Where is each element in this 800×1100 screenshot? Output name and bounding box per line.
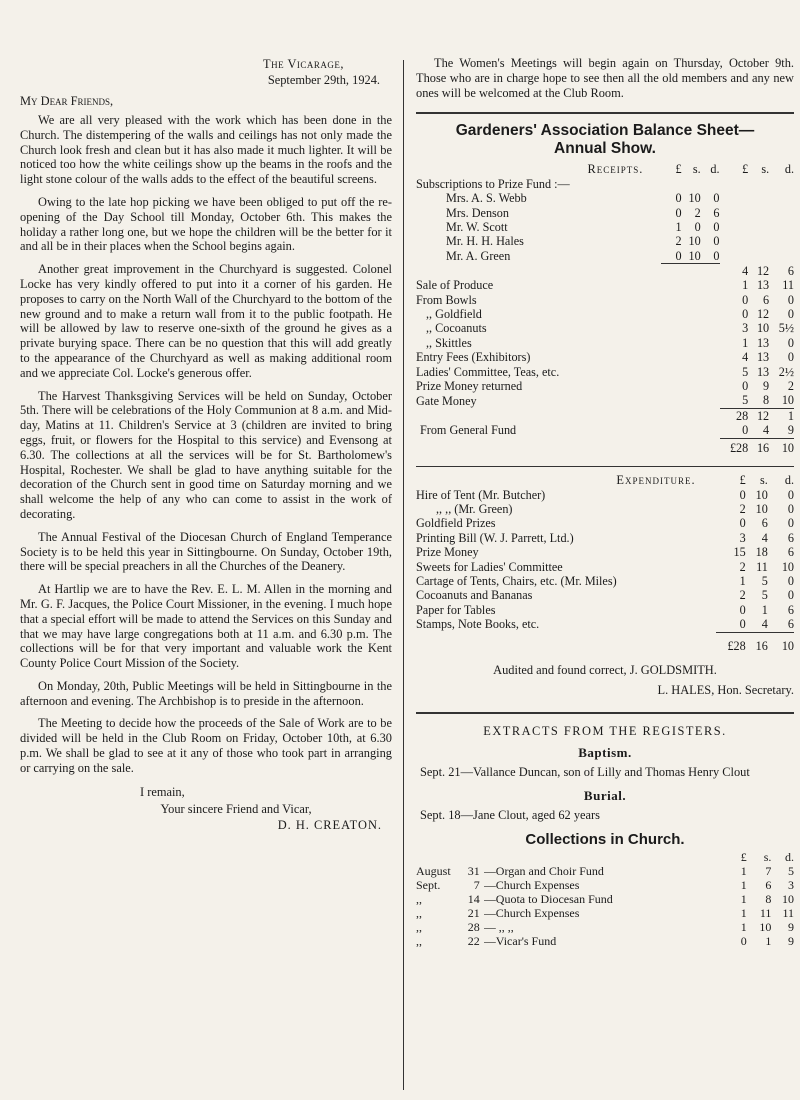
amount-pence: 10 [781, 393, 794, 408]
expenditure-row [416, 603, 794, 617]
amount-pence: 0 [787, 306, 794, 321]
subscriber-name: Mr. W. Scott [446, 220, 508, 235]
col-pence: d. [784, 473, 794, 488]
collection-day: 14 [467, 891, 480, 906]
amount-shillings: 10 [688, 191, 701, 206]
amount-shillings: 16 [746, 632, 768, 654]
amount-pounds: 28 [720, 408, 749, 423]
receipt-label: Sale of Produce [416, 278, 494, 293]
collection-purpose: — ,, ,, [483, 919, 514, 934]
amount-pence: 2½ [778, 364, 794, 379]
amount-shillings: 5 [761, 588, 768, 603]
amount-pence: 9 [787, 423, 794, 438]
amount-pounds: 5 [742, 393, 749, 408]
amount-pence: 10 [768, 632, 794, 654]
amount-shillings: 10 [756, 321, 770, 336]
amount-pounds: 1 [675, 220, 682, 235]
burial-heading: Burial. [583, 787, 627, 803]
col-pence: d. [785, 849, 794, 864]
collection-purpose: —Quota to Diocesan Fund [483, 891, 613, 906]
receipt-label: Entry Fees (Exhibitors) [416, 350, 531, 365]
address-line: The Vicarage, [263, 57, 344, 71]
receipt-row [416, 278, 794, 292]
expenditure-row [416, 531, 794, 545]
amount-pounds: £28 [716, 632, 746, 654]
amount-pence: 6 [787, 530, 794, 545]
receipt-label: From Bowls [416, 292, 477, 307]
letter-paragraph: At Hartlip we are to have the Rev. E. L. M. Allen in the morning and Mr. G. F. Jacques, the Police Court Missioner, in the evening. I much hope that a special effort will be made to attend the Services on this Sunday and that we may have large congregations both at 11 a.m. and 6.30 p.m. The collections will be for that very important and valuable work the Kent County Police Court Mission of the Society. [20, 582, 392, 671]
amount-shillings: 16 [748, 438, 769, 458]
amount-pounds: 0 [742, 292, 749, 307]
collection-purpose: —Organ and Choir Fund [483, 863, 604, 878]
amount-pounds: 1 [740, 891, 747, 906]
subscription-row [416, 234, 794, 248]
amount-pounds: 0 [675, 191, 682, 206]
amount-pence: 0 [787, 292, 794, 307]
amount-shillings: 7 [765, 863, 772, 878]
receipt-label: ,, Skittles [426, 335, 472, 350]
general-fund-label: From General Fund [420, 423, 517, 438]
amount-pence: 6 [787, 602, 794, 617]
receipt-label: Prize Money returned [416, 378, 523, 393]
amount-shillings: 2 [694, 205, 701, 220]
collection-day: 31 [467, 863, 480, 878]
amount-pounds: 0 [675, 205, 682, 220]
amount-pence: 0 [787, 573, 794, 588]
letter-paragraph: We are all very pleased with the work which has been done in the Church. The distempering of the walls and ceilings has not only made the Church look fresh and clean but it has also made it much lighter. It will be noticed too how the white ceilings show up the beams in the roofs and the light stone colour of the walls adds to the effect of the beautiful screens. [20, 113, 392, 187]
closing-remain: I remain, [140, 784, 185, 799]
amount-pence: 6 [713, 205, 720, 220]
expenditure-label: Paper for Tables [416, 602, 496, 617]
amount-pence: 2 [787, 378, 794, 393]
expenditure-table [416, 473, 794, 654]
collection-row [416, 934, 794, 948]
receipt-row [416, 307, 794, 321]
amount-pounds: 0 [739, 516, 746, 531]
amount-pounds: 0 [739, 487, 746, 502]
amount-shillings: 4 [763, 423, 770, 438]
receipts-total-row [416, 438, 794, 458]
amount-shillings: 6 [765, 877, 772, 892]
amount-shillings: 8 [763, 393, 770, 408]
receipt-label: Ladies' Committee, Teas, etc. [416, 364, 560, 379]
amount-pence: 0 [787, 487, 794, 502]
receipt-row [416, 293, 794, 307]
receipt-label: Gate Money [416, 393, 477, 408]
amount-pounds: 0 [742, 378, 749, 393]
amount-pence: 6 [787, 545, 794, 560]
col-shillings: s. [760, 473, 768, 488]
amount-shillings: 4 [761, 530, 768, 545]
col-pence: d. [710, 162, 720, 177]
amount-shillings: 0 [694, 220, 701, 235]
expenditure-row [416, 574, 794, 588]
expenditure-total-row [416, 632, 794, 654]
subscriptions-label-row [416, 177, 794, 191]
amount-pounds: 2 [739, 588, 746, 603]
collections-table [416, 850, 794, 948]
amount-pence: 1 [769, 408, 794, 423]
collection-row [416, 892, 794, 906]
collection-purpose: —Church Expenses [483, 877, 580, 892]
baptism-heading: Baptism. [578, 745, 632, 761]
balance-sheet-title [416, 122, 794, 158]
amount-pence: 9 [788, 933, 794, 948]
subscriptions-total-row [416, 264, 794, 278]
receipt-row [416, 321, 794, 335]
right-column [416, 56, 794, 948]
amount-shillings: 6 [761, 516, 768, 531]
amount-pence: 0 [713, 220, 720, 235]
amount-pounds: 5 [742, 364, 749, 379]
letter-paragraph: The Annual Festival of the Diocesan Church of England Temperance Society is to be held this year in Sittingbourne. On Sunday, October 19th, there will be special preachers in all the Churches of the Deanery. [20, 529, 392, 574]
amount-pounds: 1 [740, 877, 747, 892]
collection-day: 21 [467, 905, 480, 920]
amount-pounds: 1 [740, 863, 747, 878]
subscription-row [416, 191, 794, 205]
amount-pence: 0 [787, 350, 794, 365]
expenditure-heading: Expenditure. [616, 473, 696, 488]
letter-closing [20, 784, 392, 818]
amount-pounds: 1 [742, 335, 749, 350]
receipt-label: ,, Cocoanuts [426, 321, 487, 336]
expenditure-row [416, 516, 794, 530]
section-divider [416, 112, 794, 114]
general-fund-row [416, 423, 794, 438]
expenditure-label: Printing Bill (W. J. Parrett, Ltd.) [416, 530, 574, 545]
col-pounds: £ [742, 162, 749, 177]
amount-shillings: 18 [755, 545, 768, 560]
amount-pounds: 2 [675, 234, 682, 249]
letter-paragraph: Another great improvement in the Churchyard is suggested. Colonel Locke has very kindly offered to put into it a corner of his garden. He proposes to carry on the North Wall of the Churchyard to the bottom of the new ground and to make a return wall from it to the public footpath. He will be allowed by law to reserve one-sixth of the ground he gives as a private burying space. There can be no question that this will add greatly to the appearance of the Churchyard as well as making additional room and we appreciate Col. Locke's generous offer. [20, 262, 392, 380]
amount-shillings: 8 [765, 891, 772, 906]
expenditure-label: Cocoanuts and Bananas [416, 588, 533, 603]
amount-shillings: 11 [759, 905, 772, 920]
letter-address [20, 56, 380, 88]
col-pence: d. [784, 162, 794, 177]
col-shillings: s. [692, 162, 701, 177]
amount-pence: 0 [701, 249, 720, 264]
letter-signature: D. H. CREATON. [277, 817, 382, 832]
expenditure-row [416, 588, 794, 602]
amount-pence: 5 [788, 863, 794, 878]
burial-entry: Sept. 18—Jane Clout, aged 62 years [420, 807, 600, 822]
receipt-row [416, 393, 794, 408]
amount-shillings: 13 [756, 350, 770, 365]
amount-shillings: 10 [759, 919, 772, 934]
col-pounds: £ [739, 473, 746, 488]
expenditure-label: Hire of Tent (Mr. Butcher) [416, 487, 546, 502]
collection-row [416, 906, 794, 920]
amount-shillings: 10 [682, 249, 701, 264]
amount-shillings: 10 [755, 487, 768, 502]
col-pounds: £ [740, 849, 747, 864]
balance-title-line2: Annual Show. [554, 140, 656, 158]
collection-month: Sept. [416, 877, 441, 892]
letter-paragraph: Owing to the late hop picking we have been obliged to put off the re-opening of the Day School till Monday, October 6th. This makes the holiday a rather long one, but we hope the children will be the better for it and all be in their places when the School begins again. [20, 194, 392, 254]
amount-shillings: 12 [748, 408, 769, 423]
amount-pounds: 0 [661, 249, 681, 264]
expenditure-label: ,, ,, (Mr. Green) [436, 501, 513, 516]
amount-shillings: 10 [688, 234, 701, 249]
amount-pounds: 3 [742, 321, 749, 336]
subscriptions-label: Subscriptions to Prize Fund :— [416, 176, 570, 191]
amount-pence: 0 [787, 335, 794, 350]
amount-pence: 10 [782, 891, 794, 906]
womens-meetings-notice: The Women's Meetings will begin again on Thursday, October 9th. Those who are in charge hope to see then all the old members and any new ones will be welcomed at the Club Room. [416, 56, 794, 100]
receipt-row [416, 365, 794, 379]
expenditure-label: Stamps, Note Books, etc. [416, 617, 540, 632]
expenditure-label: Sweets for Ladies' Committee [416, 559, 563, 574]
amount-pounds: 1 [739, 573, 746, 588]
collections-header-row [416, 850, 794, 864]
amount-pounds: 0 [739, 602, 746, 617]
letter-paragraph: The Meeting to decide how the proceeds of the Sale of Work are to be divided will be held in the Club Room on Friday, October 10th, at 6.30 p.m. We shall be glad to see at it any of those who took part in arranging or carrying on the sale. [20, 716, 392, 775]
subscriber-name: Mrs. A. S. Webb [446, 191, 527, 206]
column-divider [403, 60, 404, 1090]
baptism-entry: Sept. 21—Vallance Duncan, son of Lilly and Thomas Henry Clout [420, 765, 750, 780]
audit-note: Audited and found correct, J. GOLDSMITH. [493, 663, 717, 678]
amount-pounds: 3 [739, 530, 746, 545]
expenditure-label: Prize Money [416, 545, 479, 560]
amount-shillings: 13 [756, 278, 770, 293]
amount-pounds: 0 [742, 306, 749, 321]
collection-day: 7 [473, 877, 480, 892]
amount-pounds: 2 [739, 501, 746, 516]
amount-pounds: 1 [742, 278, 749, 293]
collection-purpose: —Vicar's Fund [483, 933, 557, 948]
amount-pence: 6 [787, 263, 794, 278]
col-shillings: s. [761, 162, 770, 177]
balance-title-line1: Gardeners' Association Balance Sheet— [455, 122, 755, 140]
amount-pence: 10 [781, 559, 794, 574]
amount-shillings: 6 [763, 292, 770, 307]
amount-pence: 0 [713, 191, 720, 206]
amount-pounds: 4 [742, 350, 749, 365]
expenditure-row [416, 617, 794, 632]
expenditure-row [416, 488, 794, 502]
receipt-row [416, 350, 794, 364]
amount-pounds: 1 [740, 905, 747, 920]
subscription-row [416, 206, 794, 220]
amount-pounds: 15 [733, 545, 746, 560]
amount-shillings: 1 [765, 933, 772, 948]
amount-pence: 11 [782, 278, 794, 293]
receipts-heading: Receipts. [587, 162, 644, 177]
col-shillings: s. [763, 849, 772, 864]
amount-shillings: 12 [756, 306, 770, 321]
collection-month: August [416, 863, 451, 878]
expenditure-label: Cartage of Tents, Chairs, etc. (Mr. Miles) [416, 573, 617, 588]
subscriber-name: Mr. H. H. Hales [446, 234, 524, 249]
section-divider [416, 466, 794, 467]
subscription-row [416, 220, 794, 234]
amount-shillings: 1 [761, 602, 768, 617]
amount-shillings: 13 [756, 364, 770, 379]
expenditure-label: Goldfield Prizes [416, 516, 496, 531]
closing-friend: Your sincere Friend and Vicar, [160, 801, 312, 816]
amount-pence: 0 [713, 234, 720, 249]
collections-title: Collections in Church. [525, 830, 685, 848]
collection-row [416, 878, 794, 892]
collection-row [416, 864, 794, 878]
amount-pence: 11 [782, 905, 794, 920]
receipt-row [416, 379, 794, 393]
amount-shillings: 4 [761, 617, 768, 632]
amount-shillings: 5 [761, 573, 768, 588]
amount-pounds: 0 [740, 933, 747, 948]
registers-heading: EXTRACTS FROM THE REGISTERS. [483, 724, 727, 739]
collection-day: 22 [467, 933, 480, 948]
amount-pence: 5½ [778, 321, 794, 336]
amount-pounds: £28 [720, 438, 749, 458]
hon-secretary: L. HALES, Hon. Secretary. [657, 683, 794, 698]
letter-paragraph: The Harvest Thanksgiving Services will be held on Sunday, October 5th. There will be celebrations of the Holy Communion at 8 a.m. and Mid-day, Matins at 11. Children's Service at 3 (children are invited to bring eggs, fruit, or flowers for the Hospital to this service) and Evensong at 6.30. The collections at all the services will be for St. Bartholomew's Hospital, Rochester. We shall be glad to have anything suitable for the decoration of the Church sent in good time on Saturday morning and we shall welcome the help of any who can come to assist in the work of decorating. [20, 388, 392, 521]
receipts-subtotal-row [416, 408, 794, 423]
letter-date: September 29th, 1924. [267, 73, 380, 87]
amount-shillings: 9 [763, 378, 770, 393]
amount-pounds: 1 [740, 919, 747, 934]
amount-shillings: 10 [755, 501, 768, 516]
amount-pounds: 0 [739, 617, 746, 632]
amount-shillings: 12 [756, 263, 770, 278]
amount-shillings: 11 [756, 559, 768, 574]
collection-row [416, 920, 794, 934]
amount-pence: 3 [788, 877, 794, 892]
collection-month: ,, [416, 891, 422, 906]
expenditure-row [416, 502, 794, 516]
collection-day: 28 [467, 919, 480, 934]
receipts-table [416, 162, 794, 458]
section-divider [416, 712, 794, 714]
letter-paragraph: On Monday, 20th, Public Meetings will be held in Sittingbourne in the afternoon and evening. The Archbishop is to preside in the afternoon. [20, 678, 392, 708]
amount-pence: 0 [787, 588, 794, 603]
subscriber-name: Mr. A. Green [446, 249, 511, 264]
expenditure-row [416, 545, 794, 559]
collection-month: ,, [416, 919, 422, 934]
amount-pence: 9 [788, 919, 794, 934]
collection-month: ,, [416, 905, 422, 920]
subscriber-name: Mrs. Denson [446, 205, 509, 220]
expenditure-header-row [416, 473, 794, 487]
amount-pence: 10 [769, 438, 794, 458]
amount-pence: 0 [787, 516, 794, 531]
collection-month: ,, [416, 933, 422, 948]
collection-purpose: —Church Expenses [483, 905, 580, 920]
amount-shillings: 13 [756, 335, 770, 350]
receipt-row [416, 336, 794, 350]
receipt-label: ,, Goldfield [426, 306, 482, 321]
amount-pence: 6 [787, 617, 794, 632]
vicar-letter [20, 56, 392, 833]
receipts-header-row [416, 162, 794, 176]
subscription-row [416, 249, 794, 264]
col-pounds: £ [675, 162, 682, 177]
amount-pounds: 4 [742, 263, 749, 278]
amount-pence: 0 [787, 501, 794, 516]
amount-pounds: 0 [742, 423, 749, 438]
amount-pounds: 2 [739, 559, 746, 574]
expenditure-row [416, 560, 794, 574]
letter-greeting: My Dear Friends, [20, 94, 114, 108]
